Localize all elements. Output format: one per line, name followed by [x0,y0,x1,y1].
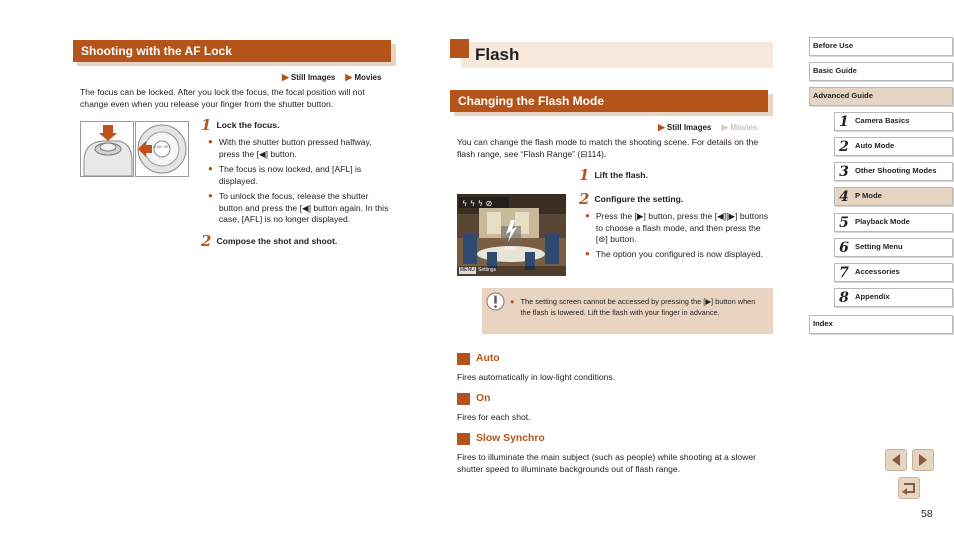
flash-mode-section-header [450,90,768,112]
mode-auto-desc: Fires automatically in low-light conditions. [457,372,616,382]
page-title: Flash [461,42,773,68]
still-images-indicator: ▶ Still Images [282,72,336,82]
step-number: 2 [201,232,212,250]
prev-page-button[interactable] [885,449,907,471]
camera-illustration [80,121,189,177]
screen-auto-label: Auto [504,246,516,252]
svg-text:ϟ ϟ ϟ ⊘: ϟ ϟ ϟ ⊘ [462,199,493,208]
camera-shutter-dial-icon [80,121,189,177]
screen-settings-label: Settings [478,267,497,273]
nav-chapter-3[interactable]: 3 Other Shooting Modes [834,162,953,181]
screen-menu-label: MENU [460,267,475,273]
flash-step-1 [579,168,648,182]
step-number: 1 [579,166,590,184]
nav-chapter-5[interactable]: 5 Playback Mode [834,213,953,232]
mode-auto-heading: Auto [457,352,500,366]
flash-bullet: ● Press the [▶] button, press the [◀][▶] buttons to choose a flash mode, and then press the [⊚] button. [585,211,769,245]
bullet-dot-icon: ● [585,211,590,220]
step-title: Lock the focus. [216,120,280,130]
caution-icon [486,292,505,311]
step-title: Compose the shot and shoot. [216,236,338,246]
nav-chapter-8[interactable]: 8 Appendix [834,288,953,307]
af-lock-intro: The focus can be locked. After you lock the focus, the focal position will not change even when you release your finger from the shutter button. [80,87,365,109]
af-lock-step-2 [201,234,337,248]
nav-chapter-1[interactable]: 1 Camera Basics [834,112,953,131]
arrow-right-icon [917,453,929,467]
heading-square-icon [457,353,470,365]
flash-mode-section-title: Changing the Flash Mode [458,94,604,108]
arrow-left-icon [890,453,902,467]
movies-indicator-disabled: ▶ Movies [721,122,758,132]
play-arrow-icon: ▶ [721,122,729,132]
movies-indicator: ▶ Movies [345,72,382,82]
title-square-icon [450,39,469,58]
caution-text: ● The setting screen cannot be accessed by pressing the [▶] button when the flash is lowered. Lift the flash with your finger in advance. [510,297,756,318]
page-number: 58 [921,508,933,520]
bullet-dot-icon: ● [510,297,515,306]
heading-square-icon [457,433,470,445]
flash-mode-indicators [658,121,757,134]
af-lock-section-title: Shooting with the AF Lock [81,44,232,58]
af-lock-mode-indicators [282,71,381,84]
bullet-dot-icon: ● [208,137,213,146]
flash-step-2 [579,192,683,206]
nav-advanced-guide[interactable]: Advanced Guide [809,87,953,106]
flash-intro: You can change the flash mode to match the shooting scene. For details on the flash range, see “Flash Range” (⊟114). [457,137,759,159]
af-lock-bullet: ● To unlock the focus, release the shutter button and press the [◀] button again. In this case, [AFL] is no longer displayed. [208,191,389,225]
mode-slow-synchro-heading: Slow Synchro [457,432,545,446]
step-title: Configure the setting. [594,194,684,204]
step-number: 2 [579,190,590,208]
flash-bullet: ● The option you configured is now displayed. [585,249,764,259]
play-arrow-icon: ▶ [345,72,353,82]
bullet-dot-icon: ● [208,164,213,173]
nav-before-use[interactable]: Before Use [809,37,953,56]
next-page-button[interactable] [912,449,934,471]
af-lock-bullet: ● With the shutter button pressed halfway, press the [◀] button. [208,137,372,159]
return-arrow-icon [901,481,917,495]
af-lock-section-header [73,40,391,62]
mode-on-desc: Fires for each shot. [457,412,531,422]
nav-chapter-2[interactable]: 2 Auto Mode [834,137,953,156]
nav-basic-guide[interactable]: Basic Guide [809,62,953,81]
step-title: Lift the flash. [594,170,648,180]
still-images-indicator: ▶ Still Images [658,122,712,132]
nav-chapter-7[interactable]: 7 Accessories [834,263,953,282]
heading-square-icon [457,393,470,405]
play-arrow-icon: ▶ [282,72,289,82]
bullet-dot-icon: ● [208,191,213,200]
back-button[interactable] [898,477,920,499]
nav-index[interactable]: Index [809,315,953,334]
step-number: 1 [201,116,212,134]
nav-chapter-4[interactable]: 4 P Mode [834,187,953,206]
nav-chapter-6[interactable]: 6 Setting Menu [834,238,953,257]
mode-on-heading: On [457,392,490,406]
caution-box [482,288,773,334]
mode-slow-synchro-desc: Fires to illuminate the main subject (such as people) while shooting at a slower shutter speed to illuminate backgrounds out of flash range. [457,452,757,474]
af-lock-bullet: ● The focus is now locked, and [AFL] is displayed. [208,164,362,186]
play-arrow-icon: ▶ [658,122,665,132]
bullet-dot-icon: ● [585,249,590,258]
dial-label: FUNC SET [153,145,171,149]
camera-screen-image [457,194,566,276]
room-scene-icon [457,194,566,276]
af-lock-step-1 [201,118,279,132]
